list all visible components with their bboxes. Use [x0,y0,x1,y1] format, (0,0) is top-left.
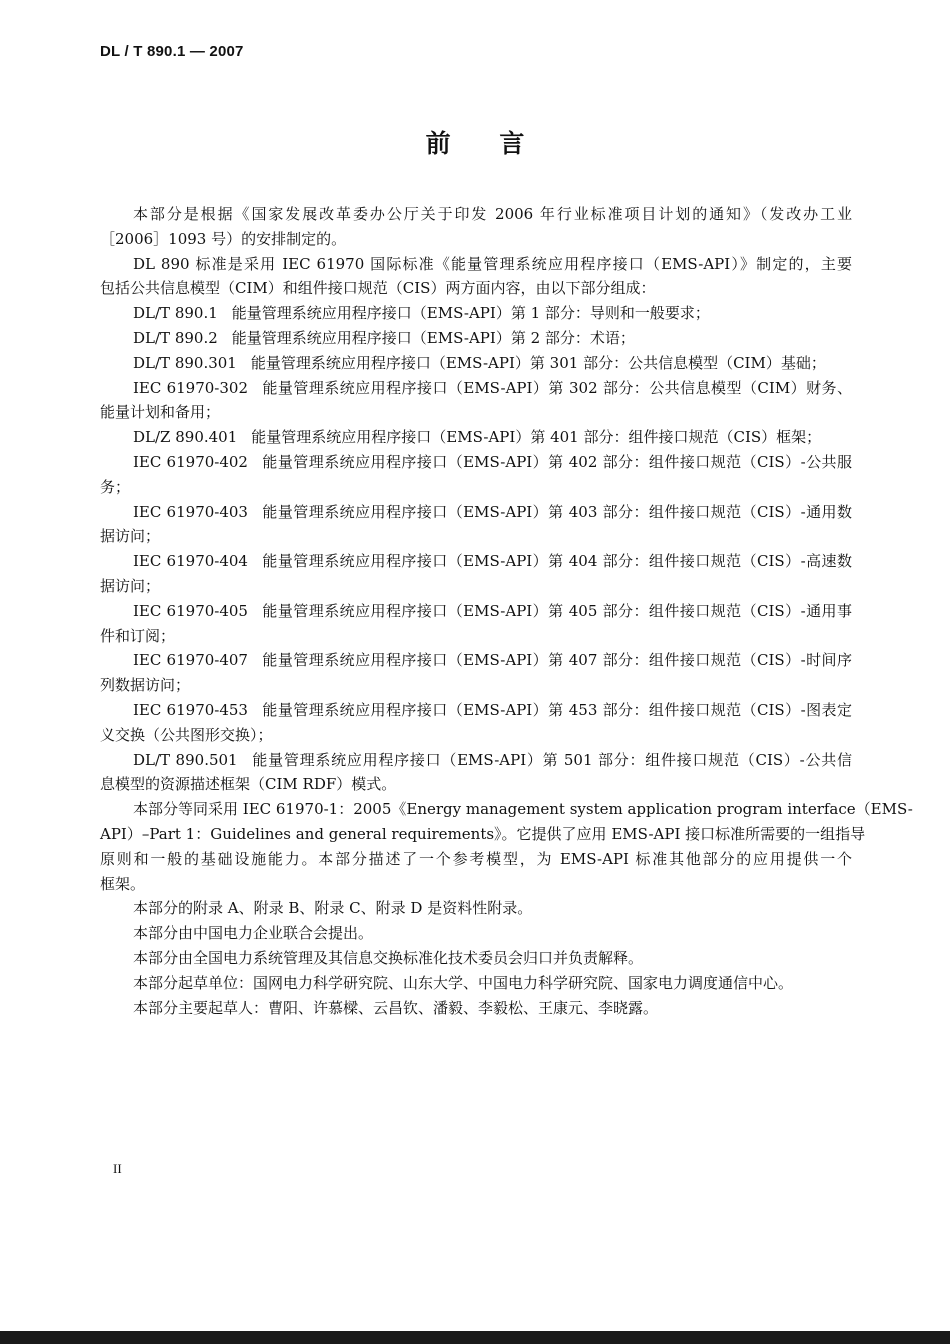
line-text: 能量管理系统应用程序接口（EMS-API）第 1 部分：导则和一般要求； [231,304,710,323]
text-line [100,599,852,624]
text-line [100,549,852,574]
standard-code: IEC 61970-403 [133,502,248,521]
line-text: 能量管理系统应用程序接口（EMS-API）第 401 部分：组件接口规范（CIS）框架； [251,428,822,447]
line-text: ［2006］1093 号）的安排制定的。 [100,229,347,248]
text-line [100,797,913,822]
line-text: 本部分是根据《国家发展改革委办公厅关于印发 2006 年行业标准项目计划的通知》（发改办工业 [133,205,852,223]
line-text: 能量计划和备用； [100,403,221,422]
line-text: 本部分由中国电力企业联合会提出。 [133,924,374,943]
line-text: 据访问； [100,576,161,595]
standard-code: DL/T 890.2 [133,328,218,347]
line-text: 原则和一般的基础设施能力。本部分描述了一个参考模型，为 EMS-API 标准其他部分的应用提供一个 [100,849,852,868]
standard-code: DL/T 890.301 [133,353,237,372]
line-text: 本部分主要起草人：曹阳、许慕樑、云昌钦、潘毅、李毅松、王康元、李晓露。 [133,998,659,1017]
text-line [100,946,852,971]
line-text: 能量管理系统应用程序接口（EMS-API）第 302 部分：公共信息模型（CIM）财务、 [262,378,852,397]
text-line [100,202,852,227]
line-text: 能量管理系统应用程序接口（EMS-API）第 453 部分：组件接口规范（CIS）-图表定 [261,700,852,719]
line-text: DL 890 标准是采用 IEC 61970 国际标准《能量管理系统应用程序接口（EMS-API）》制定的，主要 [133,254,852,273]
line-text: 框架。 [100,874,146,893]
line-text: 息模型的资源描述框架（CIM RDF）模式。 [100,775,397,794]
text-line [100,971,852,996]
line-text: 能量管理系统应用程序接口（EMS-API）第 301 部分：公共信息模型（CIM）基础； [250,353,826,372]
standard-code: IEC 61970-402 [133,452,248,471]
text-line [100,351,852,376]
standard-code: DL/T 890.501 [133,750,238,769]
text-line [100,400,852,425]
text-line [100,996,852,1021]
line-text: 包括公共信息模型（CIM）和组件接口规范（CIS）两方面内容，由以下部分组成： [100,279,656,298]
text-line [100,524,852,549]
line-text: 本部分由全国电力系统管理及其信息交换标准化技术委员会归口并负责解释。 [133,948,644,967]
standard-code: DL/Z 890.401 [133,428,238,447]
text-line [100,425,852,450]
line-text: 件和订阅； [100,626,176,645]
text-line [100,896,852,921]
standard-code: IEC 61970-407 [133,651,248,670]
text-line [100,450,852,475]
line-text: 能量管理系统应用程序接口（EMS-API）第 405 部分：组件接口规范（CIS）-通用事 [261,601,852,620]
text-line [100,252,852,277]
line-text: 能量管理系统应用程序接口（EMS-API）第 501 部分：组件接口规范（CIS）-公共信 [251,750,852,769]
line-text: 能量管理系统应用程序接口（EMS-API）第 403 部分：组件接口规范（CIS）-通用数 [261,502,852,521]
text-line [100,748,852,773]
standard-code: DL/T 890.1 [133,304,218,323]
line-text: 义交换（公共图形交换）； [100,725,273,744]
line-text: 本部分起草单位：国网电力科学研究院、山东大学、中国电力科学研究院、国家电力调度通信中心。 [133,973,794,992]
text-line [100,500,852,525]
line-text: 能量管理系统应用程序接口（EMS-API）第 407 部分：组件接口规范（CIS）-时间序 [261,651,852,670]
text-line [100,376,852,401]
page-title: 前 言 [425,129,525,158]
text-line [100,648,852,673]
line-text: 本部分的附录 A、附录 B、附录 C、附录 D 是资料性附录。 [133,899,533,918]
text-line [100,822,866,847]
foreword-body [100,202,913,1020]
line-text: 能量管理系统应用程序接口（EMS-API）第 2 部分：术语； [231,328,635,347]
line-text: 列数据访问； [100,676,191,695]
page-number: II [113,1161,122,1176]
text-line [100,772,852,797]
document-number-header: DL / T 890.1 — 2007 [100,43,244,60]
text-line [100,872,852,897]
text-line [100,723,852,748]
text-line [100,326,852,351]
line-text: 据访问； [100,527,161,546]
standard-code: IEC 61970-302 [133,378,248,397]
text-line [100,673,852,698]
text-line [100,475,852,500]
text-line [100,301,852,326]
standard-code: IEC 61970-404 [133,552,248,571]
line-text: API）–Part 1：Guidelines and general requirements》。它提供了应用 EMS-API 接口标准所需要的一组指导 [100,824,866,843]
page-bottom-edge [0,1331,950,1344]
line-text: 能量管理系统应用程序接口（EMS-API）第 402 部分：组件接口规范（CIS）-公共服 [261,452,852,471]
text-line [100,921,852,946]
line-text: 本部分等同采用 IEC 61970-1：2005《Energy management system application program interface（EMS- [133,800,913,819]
text-line [100,624,852,649]
line-text: 务； [100,477,131,496]
text-line [100,227,852,252]
text-line [100,574,852,599]
line-text: 能量管理系统应用程序接口（EMS-API）第 404 部分：组件接口规范（CIS）-高速数 [261,552,852,571]
text-line [100,698,852,723]
text-line [100,847,852,872]
standard-code: IEC 61970-453 [133,700,248,719]
standard-code: IEC 61970-405 [133,601,248,620]
text-line [100,276,852,301]
